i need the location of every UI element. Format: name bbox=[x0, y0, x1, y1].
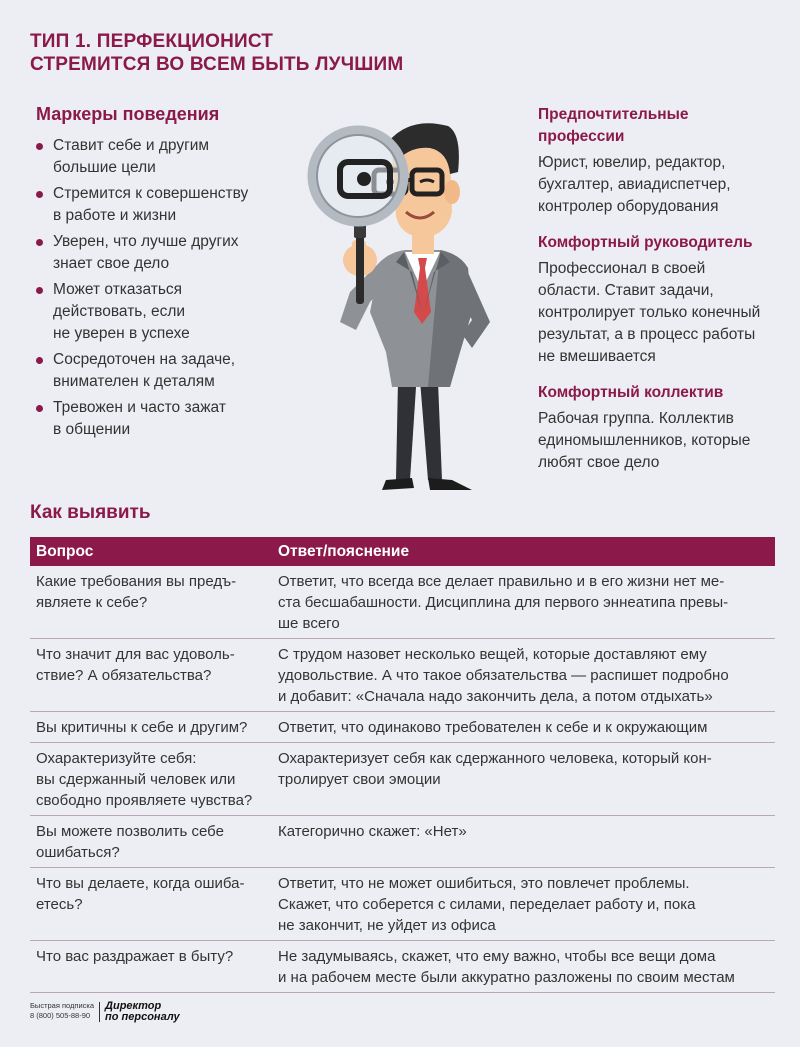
answer-cell bbox=[272, 639, 775, 711]
marker-item bbox=[36, 397, 286, 441]
question-text-line: Вы можете позволить себе bbox=[36, 823, 224, 840]
marker-text-line: в общении bbox=[53, 421, 131, 438]
marker-item bbox=[36, 135, 286, 179]
professions-text-line: бухгалтер, авиадиспетчер, bbox=[538, 176, 731, 193]
marker-text-line: Тревожен и часто зажат bbox=[53, 399, 226, 416]
questions-table bbox=[30, 537, 775, 993]
answer-text-line: Ответит, что не может ошибиться, это повлечет проблемы. bbox=[278, 875, 690, 892]
question-text-line: свободно проявляете чувства? bbox=[36, 792, 253, 809]
table-body bbox=[30, 566, 775, 993]
leader-heading-line: Комфортный руководитель bbox=[538, 234, 753, 251]
answer-cell bbox=[272, 712, 775, 742]
answer-text-line: ста бесшабашности. Дисциплина для первого эннеатипа превы- bbox=[278, 594, 729, 611]
brand-line-2: по персоналу bbox=[105, 1011, 180, 1023]
subscription-phone: 8 (800) 505-88-90 bbox=[30, 1011, 91, 1020]
question-text-line: етесь? bbox=[36, 896, 83, 913]
perfectionist-illustration bbox=[300, 112, 500, 502]
answer-text-line: ше всего bbox=[278, 615, 340, 632]
professions-text-line: контролер оборудования bbox=[538, 198, 719, 215]
professions-heading bbox=[538, 104, 788, 148]
leader-text-line: области. Ставит задачи, bbox=[538, 282, 714, 299]
question-text-line: вы сдержанный человек или bbox=[36, 771, 236, 788]
footer-divider bbox=[99, 1002, 100, 1022]
answer-text-line: Ответит, что всегда все делает правильно и в его жизни нет ме- bbox=[278, 573, 725, 590]
subscription-label: Быстрая подписка bbox=[30, 1001, 95, 1010]
table-row bbox=[30, 712, 775, 743]
behavior-markers-section bbox=[36, 104, 286, 445]
leader-text bbox=[538, 258, 788, 368]
bullet-icon bbox=[36, 287, 43, 294]
answer-text-line: не закончит, не уйдет из офиса bbox=[278, 917, 496, 934]
bullet-icon bbox=[36, 405, 43, 412]
brand-logo bbox=[105, 1001, 180, 1023]
page-title bbox=[30, 30, 403, 76]
answer-text-line: С трудом назовет несколько вещей, которые доставляют ему bbox=[278, 646, 707, 663]
question-text-line: Что значит для вас удоволь- bbox=[36, 646, 235, 663]
question-cell bbox=[30, 639, 272, 711]
answer-cell bbox=[272, 941, 775, 992]
question-cell bbox=[30, 743, 272, 815]
leader-text-line: не вмешивается bbox=[538, 348, 656, 365]
question-text-line: Какие требования вы предъ- bbox=[36, 573, 237, 590]
professions-block bbox=[538, 104, 788, 218]
leader-text-line: результат, а в процесс работы bbox=[538, 326, 756, 343]
title-line-2: СТРЕМИТСЯ ВО ВСЕМ БЫТЬ ЛУЧШИМ bbox=[30, 54, 404, 75]
question-cell bbox=[30, 816, 272, 867]
table-row bbox=[30, 816, 775, 868]
marker-text-line: Ставит себе и другим bbox=[53, 137, 210, 154]
right-info-column bbox=[538, 104, 788, 488]
markers-list bbox=[36, 135, 286, 441]
team-text-line: Рабочая группа. Коллектив bbox=[538, 410, 734, 427]
answer-text-line: Не задумываясь, скажет, что ему важно, чтобы все вещи дома bbox=[278, 948, 716, 965]
bullet-icon bbox=[36, 239, 43, 246]
answer-cell bbox=[272, 743, 775, 815]
question-cell bbox=[30, 566, 272, 638]
question-text-line: Что вас раздражает в быту? bbox=[36, 948, 234, 965]
marker-text-line: внимателен к деталям bbox=[53, 373, 215, 390]
answer-cell bbox=[272, 816, 775, 867]
brand-line-1: Директор bbox=[105, 1000, 162, 1012]
marker-item bbox=[36, 349, 286, 393]
professions-text bbox=[538, 152, 788, 218]
marker-text-line: действовать, если bbox=[53, 303, 186, 320]
answer-text-line: и на рабочем месте были аккуратно разложены по своим местам bbox=[278, 969, 735, 986]
table-header bbox=[30, 537, 775, 566]
bullet-icon bbox=[36, 143, 43, 150]
question-cell bbox=[30, 941, 272, 992]
team-block bbox=[538, 382, 788, 474]
answer-text-line: Ответит, что одинаково требователен к себе и к окружающим bbox=[278, 719, 708, 736]
professions-text-line: Юрист, ювелир, редактор, bbox=[538, 154, 726, 171]
leader-text-line: контролирует только конечный bbox=[538, 304, 761, 321]
marker-item bbox=[36, 183, 286, 227]
answer-text-line: удовольствие. А что такое обязательства — распишет подробно bbox=[278, 667, 729, 684]
marker-text-line: большие цели bbox=[53, 159, 156, 176]
team-text-line: любят свое дело bbox=[538, 454, 660, 471]
marker-text-line: Сосредоточен на задаче, bbox=[53, 351, 236, 368]
question-text-line: Что вы делаете, когда ошиба- bbox=[36, 875, 245, 892]
team-text bbox=[538, 408, 788, 474]
answer-cell bbox=[272, 868, 775, 940]
how-to-detect-heading: Как выявить bbox=[30, 502, 151, 523]
question-text-line: Вы критичны к себе и другим? bbox=[36, 719, 248, 736]
table-row bbox=[30, 566, 775, 639]
question-text-line: являете к себе? bbox=[36, 594, 148, 611]
answer-cell bbox=[272, 566, 775, 638]
table-row bbox=[30, 941, 775, 993]
title-line-1: ТИП 1. ПЕРФЕКЦИОНИСТ bbox=[30, 31, 274, 52]
leader-block bbox=[538, 232, 788, 368]
question-text-line: ошибаться? bbox=[36, 844, 120, 861]
marker-text-line: Уверен, что лучше других bbox=[53, 233, 239, 250]
answer-text-line: Скажет, что соберется с силами, переделает работу и, пока bbox=[278, 896, 696, 913]
question-cell bbox=[30, 868, 272, 940]
answer-text-line: Охарактеризует себя как сдержанного человека, который кон- bbox=[278, 750, 712, 767]
team-heading bbox=[538, 382, 788, 404]
footer bbox=[30, 1001, 180, 1023]
marker-text-line: знает свое дело bbox=[53, 255, 170, 272]
marker-text-line: Может отказаться bbox=[53, 281, 183, 298]
marker-text-line: в работе и жизни bbox=[53, 207, 177, 224]
header-answer: Ответ/пояснение bbox=[278, 542, 410, 560]
professions-heading-line: профессии bbox=[538, 128, 625, 145]
answer-text-line: и добавит: «Сначала надо закончить дела, а потом отдыхать» bbox=[278, 688, 713, 705]
table-row bbox=[30, 868, 775, 941]
answer-text-line: тролирует свои эмоции bbox=[278, 771, 441, 788]
marker-text-line: Стремится к совершенству bbox=[53, 185, 249, 202]
header-question: Вопрос bbox=[36, 542, 94, 560]
leader-heading bbox=[538, 232, 788, 254]
team-heading-line: Комфортный коллектив bbox=[538, 384, 724, 401]
question-text-line: ствие? А обязательства? bbox=[36, 667, 212, 684]
team-text-line: единомышленников, которые bbox=[538, 432, 751, 449]
professions-heading-line: Предпочтительные bbox=[538, 106, 689, 123]
leader-text-line: Профессионал в своей bbox=[538, 260, 706, 277]
markers-heading: Маркеры поведения bbox=[36, 104, 220, 124]
bullet-icon bbox=[36, 191, 43, 198]
question-text-line: Охарактеризуйте себя: bbox=[36, 750, 197, 767]
subscription-info bbox=[30, 1001, 94, 1021]
question-cell bbox=[30, 712, 272, 742]
marker-item bbox=[36, 279, 286, 345]
marker-text-line: не уверен в успехе bbox=[53, 325, 190, 342]
answer-text-line: Категорично скажет: «Нет» bbox=[278, 823, 467, 840]
bullet-icon bbox=[36, 357, 43, 364]
marker-item bbox=[36, 231, 286, 275]
table-row bbox=[30, 639, 775, 712]
table-row bbox=[30, 743, 775, 816]
